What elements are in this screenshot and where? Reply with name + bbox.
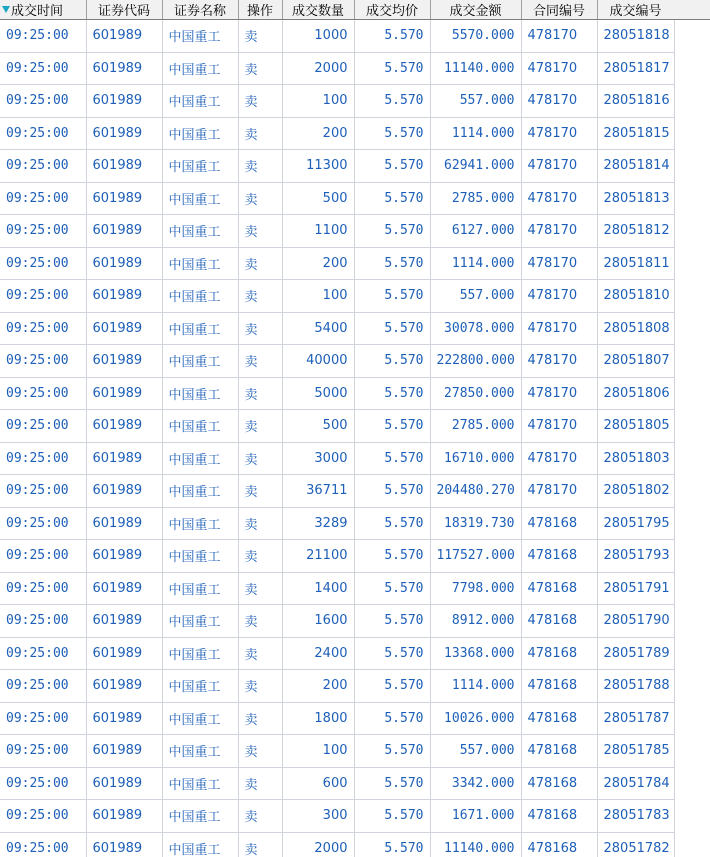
cell-trade-no: 28051784 bbox=[597, 767, 674, 800]
table-row[interactable] bbox=[0, 117, 674, 150]
table-row[interactable] bbox=[0, 442, 674, 475]
cell-quantity: 1400 bbox=[282, 572, 354, 605]
cell-quantity: 40000 bbox=[282, 345, 354, 378]
column-header-security-code[interactable] bbox=[86, 0, 162, 20]
cell-quantity: 1000 bbox=[282, 20, 354, 53]
cell-trade-time: 09:25:00 bbox=[0, 572, 86, 605]
cell-contract-no: 478168 bbox=[521, 605, 597, 638]
cell-trade-time: 09:25:00 bbox=[0, 345, 86, 378]
cell-security-name: 中国重工 bbox=[162, 540, 238, 573]
cell-quantity: 2000 bbox=[282, 52, 354, 85]
column-header-label: 操作 bbox=[246, 4, 273, 19]
cell-avg-price: 5.570 bbox=[354, 85, 430, 118]
table-row[interactable] bbox=[0, 312, 674, 345]
cell-operation: 卖 bbox=[238, 572, 282, 605]
cell-operation: 卖 bbox=[238, 52, 282, 85]
table-row[interactable] bbox=[0, 605, 674, 638]
cell-trade-no: 28051816 bbox=[597, 85, 674, 118]
header-row bbox=[0, 0, 674, 20]
cell-contract-no: 478168 bbox=[521, 767, 597, 800]
column-header-quantity[interactable] bbox=[282, 0, 354, 20]
table-row[interactable] bbox=[0, 377, 674, 410]
cell-contract-no: 478170 bbox=[521, 312, 597, 345]
cell-security-name: 中国重工 bbox=[162, 85, 238, 118]
column-header-label: 成交金额 bbox=[449, 4, 502, 19]
cell-trade-no: 28051806 bbox=[597, 377, 674, 410]
table-body bbox=[0, 20, 674, 857]
cell-security-name: 中国重工 bbox=[162, 377, 238, 410]
column-header-security-name[interactable] bbox=[162, 0, 238, 20]
cell-trade-no: 28051812 bbox=[597, 215, 674, 248]
table-row[interactable] bbox=[0, 800, 674, 833]
cell-security-code: 601989 bbox=[86, 280, 162, 313]
cell-quantity: 100 bbox=[282, 85, 354, 118]
column-header-label: 成交数量 bbox=[291, 4, 344, 19]
cell-trade-no: 28051814 bbox=[597, 150, 674, 183]
cell-quantity: 11300 bbox=[282, 150, 354, 183]
cell-security-name: 中国重工 bbox=[162, 117, 238, 150]
cell-security-name: 中国重工 bbox=[162, 800, 238, 833]
table-row[interactable] bbox=[0, 767, 674, 800]
cell-trade-no: 28051802 bbox=[597, 475, 674, 508]
cell-trade-time: 09:25:00 bbox=[0, 377, 86, 410]
cell-security-code: 601989 bbox=[86, 345, 162, 378]
cell-operation: 卖 bbox=[238, 182, 282, 215]
table-row[interactable] bbox=[0, 670, 674, 703]
cell-trade-time: 09:25:00 bbox=[0, 20, 86, 53]
column-header-contract-no[interactable] bbox=[521, 0, 597, 20]
cell-security-name: 中国重工 bbox=[162, 637, 238, 670]
cell-avg-price: 5.570 bbox=[354, 605, 430, 638]
table-row[interactable] bbox=[0, 20, 674, 53]
cell-trade-no: 28051805 bbox=[597, 410, 674, 443]
cell-trade-time: 09:25:00 bbox=[0, 442, 86, 475]
column-header-label: 成交均价 bbox=[365, 4, 418, 19]
header-filler bbox=[674, 0, 710, 20]
cell-quantity: 500 bbox=[282, 182, 354, 215]
cell-amount: 18319.730 bbox=[430, 507, 521, 540]
cell-security-code: 601989 bbox=[86, 540, 162, 573]
cell-operation: 卖 bbox=[238, 280, 282, 313]
cell-amount: 8912.000 bbox=[430, 605, 521, 638]
table-header bbox=[0, 0, 674, 20]
cell-trade-no: 28051793 bbox=[597, 540, 674, 573]
column-header-label: 证券代码 bbox=[97, 4, 150, 19]
cell-quantity: 3289 bbox=[282, 507, 354, 540]
cell-avg-price: 5.570 bbox=[354, 637, 430, 670]
cell-trade-no: 28051810 bbox=[597, 280, 674, 313]
cell-amount: 16710.000 bbox=[430, 442, 521, 475]
column-header-label: 证券名称 bbox=[173, 4, 226, 19]
cell-amount: 11140.000 bbox=[430, 52, 521, 85]
cell-avg-price: 5.570 bbox=[354, 702, 430, 735]
cell-avg-price: 5.570 bbox=[354, 410, 430, 443]
cell-trade-time: 09:25:00 bbox=[0, 637, 86, 670]
column-header-label: 合同编号 bbox=[532, 4, 585, 19]
cell-quantity: 1600 bbox=[282, 605, 354, 638]
cell-operation: 卖 bbox=[238, 702, 282, 735]
cell-contract-no: 478170 bbox=[521, 117, 597, 150]
table-row[interactable] bbox=[0, 702, 674, 735]
table-row[interactable] bbox=[0, 247, 674, 280]
cell-trade-time: 09:25:00 bbox=[0, 800, 86, 833]
cell-operation: 卖 bbox=[238, 800, 282, 833]
cell-trade-no: 28051788 bbox=[597, 670, 674, 703]
cell-trade-no: 28051803 bbox=[597, 442, 674, 475]
cell-security-name: 中国重工 bbox=[162, 442, 238, 475]
cell-operation: 卖 bbox=[238, 215, 282, 248]
cell-trade-time: 09:25:00 bbox=[0, 247, 86, 280]
cell-quantity: 21100 bbox=[282, 540, 354, 573]
cell-operation: 卖 bbox=[238, 832, 282, 857]
cell-trade-time: 09:25:00 bbox=[0, 85, 86, 118]
cell-trade-no: 28051818 bbox=[597, 20, 674, 53]
table-row[interactable] bbox=[0, 345, 674, 378]
cell-security-code: 601989 bbox=[86, 312, 162, 345]
cell-amount: 62941.000 bbox=[430, 150, 521, 183]
cell-avg-price: 5.570 bbox=[354, 182, 430, 215]
cell-operation: 卖 bbox=[238, 150, 282, 183]
cell-amount: 1114.000 bbox=[430, 670, 521, 703]
cell-contract-no: 478170 bbox=[521, 442, 597, 475]
cell-avg-price: 5.570 bbox=[354, 540, 430, 573]
cell-avg-price: 5.570 bbox=[354, 20, 430, 53]
cell-security-code: 601989 bbox=[86, 767, 162, 800]
cell-security-code: 601989 bbox=[86, 410, 162, 443]
cell-quantity: 200 bbox=[282, 117, 354, 150]
column-header-avg-price[interactable] bbox=[354, 0, 430, 20]
cell-contract-no: 478168 bbox=[521, 637, 597, 670]
cell-contract-no: 478170 bbox=[521, 85, 597, 118]
cell-security-name: 中国重工 bbox=[162, 150, 238, 183]
cell-operation: 卖 bbox=[238, 377, 282, 410]
cell-security-name: 中国重工 bbox=[162, 670, 238, 703]
cell-security-code: 601989 bbox=[86, 85, 162, 118]
cell-security-name: 中国重工 bbox=[162, 182, 238, 215]
cell-amount: 7798.000 bbox=[430, 572, 521, 605]
cell-avg-price: 5.570 bbox=[354, 800, 430, 833]
cell-quantity: 500 bbox=[282, 410, 354, 443]
cell-security-name: 中国重工 bbox=[162, 507, 238, 540]
cell-security-code: 601989 bbox=[86, 702, 162, 735]
cell-contract-no: 478170 bbox=[521, 280, 597, 313]
cell-amount: 1114.000 bbox=[430, 247, 521, 280]
cell-amount: 5570.000 bbox=[430, 20, 521, 53]
cell-trade-time: 09:25:00 bbox=[0, 312, 86, 345]
cell-security-code: 601989 bbox=[86, 832, 162, 857]
cell-operation: 卖 bbox=[238, 540, 282, 573]
cell-trade-no: 28051790 bbox=[597, 605, 674, 638]
cell-security-code: 601989 bbox=[86, 735, 162, 768]
cell-avg-price: 5.570 bbox=[354, 832, 430, 857]
cell-trade-no: 28051811 bbox=[597, 247, 674, 280]
cell-avg-price: 5.570 bbox=[354, 475, 430, 508]
cell-avg-price: 5.570 bbox=[354, 345, 430, 378]
column-header-trade-no[interactable] bbox=[597, 0, 674, 20]
table-row[interactable] bbox=[0, 832, 674, 857]
cell-trade-time: 09:25:00 bbox=[0, 702, 86, 735]
cell-avg-price: 5.570 bbox=[354, 767, 430, 800]
cell-operation: 卖 bbox=[238, 605, 282, 638]
cell-security-code: 601989 bbox=[86, 377, 162, 410]
cell-security-code: 601989 bbox=[86, 507, 162, 540]
column-header-trade-time[interactable] bbox=[0, 0, 86, 20]
cell-quantity: 200 bbox=[282, 247, 354, 280]
cell-quantity: 100 bbox=[282, 280, 354, 313]
cell-avg-price: 5.570 bbox=[354, 247, 430, 280]
cell-operation: 卖 bbox=[238, 312, 282, 345]
cell-amount: 11140.000 bbox=[430, 832, 521, 857]
cell-trade-time: 09:25:00 bbox=[0, 280, 86, 313]
cell-trade-no: 28051783 bbox=[597, 800, 674, 833]
cell-contract-no: 478170 bbox=[521, 410, 597, 443]
cell-amount: 1671.000 bbox=[430, 800, 521, 833]
cell-operation: 卖 bbox=[238, 767, 282, 800]
column-header-label: 成交编号 bbox=[609, 4, 662, 19]
cell-amount: 557.000 bbox=[430, 280, 521, 313]
cell-trade-time: 09:25:00 bbox=[0, 767, 86, 800]
cell-operation: 卖 bbox=[238, 117, 282, 150]
cell-contract-no: 478170 bbox=[521, 475, 597, 508]
cell-quantity: 5400 bbox=[282, 312, 354, 345]
cell-operation: 卖 bbox=[238, 670, 282, 703]
cell-security-code: 601989 bbox=[86, 52, 162, 85]
cell-security-name: 中国重工 bbox=[162, 832, 238, 857]
cell-quantity: 3000 bbox=[282, 442, 354, 475]
cell-contract-no: 478168 bbox=[521, 702, 597, 735]
cell-trade-no: 28051782 bbox=[597, 832, 674, 857]
cell-amount: 2785.000 bbox=[430, 410, 521, 443]
cell-operation: 卖 bbox=[238, 85, 282, 118]
cell-trade-time: 09:25:00 bbox=[0, 832, 86, 857]
cell-avg-price: 5.570 bbox=[354, 735, 430, 768]
cell-amount: 3342.000 bbox=[430, 767, 521, 800]
cell-trade-time: 09:25:00 bbox=[0, 605, 86, 638]
cell-security-code: 601989 bbox=[86, 637, 162, 670]
cell-amount: 10026.000 bbox=[430, 702, 521, 735]
table-row[interactable] bbox=[0, 150, 674, 183]
cell-security-name: 中国重工 bbox=[162, 735, 238, 768]
cell-amount: 204480.270 bbox=[430, 475, 521, 508]
cell-avg-price: 5.570 bbox=[354, 572, 430, 605]
table-row[interactable] bbox=[0, 507, 674, 540]
cell-security-name: 中国重工 bbox=[162, 605, 238, 638]
cell-avg-price: 5.570 bbox=[354, 377, 430, 410]
cell-trade-no: 28051787 bbox=[597, 702, 674, 735]
table-row[interactable] bbox=[0, 637, 674, 670]
table-row[interactable] bbox=[0, 475, 674, 508]
cell-trade-no: 28051807 bbox=[597, 345, 674, 378]
cell-amount: 13368.000 bbox=[430, 637, 521, 670]
cell-quantity: 600 bbox=[282, 767, 354, 800]
cell-trade-time: 09:25:00 bbox=[0, 52, 86, 85]
cell-amount: 557.000 bbox=[430, 735, 521, 768]
cell-contract-no: 478168 bbox=[521, 800, 597, 833]
cell-avg-price: 5.570 bbox=[354, 52, 430, 85]
cell-security-code: 601989 bbox=[86, 150, 162, 183]
cell-trade-no: 28051791 bbox=[597, 572, 674, 605]
cell-avg-price: 5.570 bbox=[354, 117, 430, 150]
cell-security-name: 中国重工 bbox=[162, 312, 238, 345]
cell-operation: 卖 bbox=[238, 442, 282, 475]
cell-trade-time: 09:25:00 bbox=[0, 117, 86, 150]
cell-amount: 117527.000 bbox=[430, 540, 521, 573]
cell-security-code: 601989 bbox=[86, 117, 162, 150]
table-row[interactable] bbox=[0, 410, 674, 443]
column-header-label: 成交时间 bbox=[11, 4, 64, 19]
cell-trade-no: 28051795 bbox=[597, 507, 674, 540]
cell-contract-no: 478168 bbox=[521, 572, 597, 605]
cell-security-code: 601989 bbox=[86, 475, 162, 508]
cell-contract-no: 478168 bbox=[521, 832, 597, 857]
cell-avg-price: 5.570 bbox=[354, 312, 430, 345]
cell-operation: 卖 bbox=[238, 410, 282, 443]
cell-contract-no: 478170 bbox=[521, 150, 597, 183]
cell-security-code: 601989 bbox=[86, 605, 162, 638]
cell-amount: 2785.000 bbox=[430, 182, 521, 215]
table-row[interactable] bbox=[0, 52, 674, 85]
cell-trade-time: 09:25:00 bbox=[0, 540, 86, 573]
cell-trade-no: 28051815 bbox=[597, 117, 674, 150]
cell-security-code: 601989 bbox=[86, 182, 162, 215]
cell-contract-no: 478168 bbox=[521, 540, 597, 573]
table-row[interactable] bbox=[0, 215, 674, 248]
cell-trade-time: 09:25:00 bbox=[0, 670, 86, 703]
cell-operation: 卖 bbox=[238, 507, 282, 540]
cell-trade-no: 28051785 bbox=[597, 735, 674, 768]
cell-avg-price: 5.570 bbox=[354, 280, 430, 313]
cell-security-name: 中国重工 bbox=[162, 280, 238, 313]
cell-contract-no: 478170 bbox=[521, 247, 597, 280]
table-row[interactable] bbox=[0, 280, 674, 313]
table-row[interactable] bbox=[0, 182, 674, 215]
cell-trade-time: 09:25:00 bbox=[0, 150, 86, 183]
cell-avg-price: 5.570 bbox=[354, 670, 430, 703]
cell-trade-time: 09:25:00 bbox=[0, 410, 86, 443]
cell-trade-no: 28051813 bbox=[597, 182, 674, 215]
cell-trade-time: 09:25:00 bbox=[0, 735, 86, 768]
cell-security-name: 中国重工 bbox=[162, 247, 238, 280]
cell-security-name: 中国重工 bbox=[162, 410, 238, 443]
cell-quantity: 1800 bbox=[282, 702, 354, 735]
cell-security-name: 中国重工 bbox=[162, 52, 238, 85]
cell-contract-no: 478170 bbox=[521, 182, 597, 215]
cell-contract-no: 478170 bbox=[521, 377, 597, 410]
cell-amount: 6127.000 bbox=[430, 215, 521, 248]
table-row[interactable] bbox=[0, 735, 674, 768]
cell-quantity: 2000 bbox=[282, 832, 354, 857]
cell-contract-no: 478168 bbox=[521, 670, 597, 703]
cell-security-name: 中国重工 bbox=[162, 20, 238, 53]
table-row[interactable] bbox=[0, 540, 674, 573]
cell-amount: 30078.000 bbox=[430, 312, 521, 345]
cell-security-code: 601989 bbox=[86, 20, 162, 53]
cell-operation: 卖 bbox=[238, 247, 282, 280]
cell-trade-no: 28051808 bbox=[597, 312, 674, 345]
cell-operation: 卖 bbox=[238, 345, 282, 378]
cell-operation: 卖 bbox=[238, 637, 282, 670]
cell-contract-no: 478168 bbox=[521, 507, 597, 540]
cell-trade-no: 28051817 bbox=[597, 52, 674, 85]
cell-amount: 27850.000 bbox=[430, 377, 521, 410]
cell-security-code: 601989 bbox=[86, 247, 162, 280]
cell-security-name: 中国重工 bbox=[162, 345, 238, 378]
table-row[interactable] bbox=[0, 85, 674, 118]
cell-contract-no: 478168 bbox=[521, 735, 597, 768]
cell-avg-price: 5.570 bbox=[354, 150, 430, 183]
cell-amount: 1114.000 bbox=[430, 117, 521, 150]
cell-quantity: 36711 bbox=[282, 475, 354, 508]
cell-security-name: 中国重工 bbox=[162, 572, 238, 605]
column-header-amount[interactable] bbox=[430, 0, 521, 20]
cell-security-code: 601989 bbox=[86, 670, 162, 703]
cell-security-name: 中国重工 bbox=[162, 767, 238, 800]
cell-quantity: 5000 bbox=[282, 377, 354, 410]
cell-security-code: 601989 bbox=[86, 215, 162, 248]
cell-trade-time: 09:25:00 bbox=[0, 215, 86, 248]
cell-quantity: 1100 bbox=[282, 215, 354, 248]
cell-security-code: 601989 bbox=[86, 572, 162, 605]
cell-amount: 222800.000 bbox=[430, 345, 521, 378]
cell-quantity: 300 bbox=[282, 800, 354, 833]
cell-operation: 卖 bbox=[238, 735, 282, 768]
cell-operation: 卖 bbox=[238, 475, 282, 508]
cell-contract-no: 478170 bbox=[521, 20, 597, 53]
cell-security-name: 中国重工 bbox=[162, 702, 238, 735]
cell-avg-price: 5.570 bbox=[354, 215, 430, 248]
table-row[interactable] bbox=[0, 572, 674, 605]
cell-security-code: 601989 bbox=[86, 800, 162, 833]
cell-amount: 557.000 bbox=[430, 85, 521, 118]
cell-quantity: 200 bbox=[282, 670, 354, 703]
cell-security-name: 中国重工 bbox=[162, 475, 238, 508]
cell-security-name: 中国重工 bbox=[162, 215, 238, 248]
cell-contract-no: 478170 bbox=[521, 215, 597, 248]
cell-contract-no: 478170 bbox=[521, 345, 597, 378]
cell-trade-no: 28051789 bbox=[597, 637, 674, 670]
sort-descending-icon bbox=[2, 6, 10, 13]
cell-security-code: 601989 bbox=[86, 442, 162, 475]
cell-avg-price: 5.570 bbox=[354, 442, 430, 475]
cell-quantity: 2400 bbox=[282, 637, 354, 670]
cell-trade-time: 09:25:00 bbox=[0, 475, 86, 508]
cell-operation: 卖 bbox=[238, 20, 282, 53]
cell-quantity: 100 bbox=[282, 735, 354, 768]
cell-avg-price: 5.570 bbox=[354, 507, 430, 540]
column-header-operation[interactable] bbox=[238, 0, 282, 20]
cell-trade-time: 09:25:00 bbox=[0, 182, 86, 215]
cell-contract-no: 478170 bbox=[521, 52, 597, 85]
cell-trade-time: 09:25:00 bbox=[0, 507, 86, 540]
